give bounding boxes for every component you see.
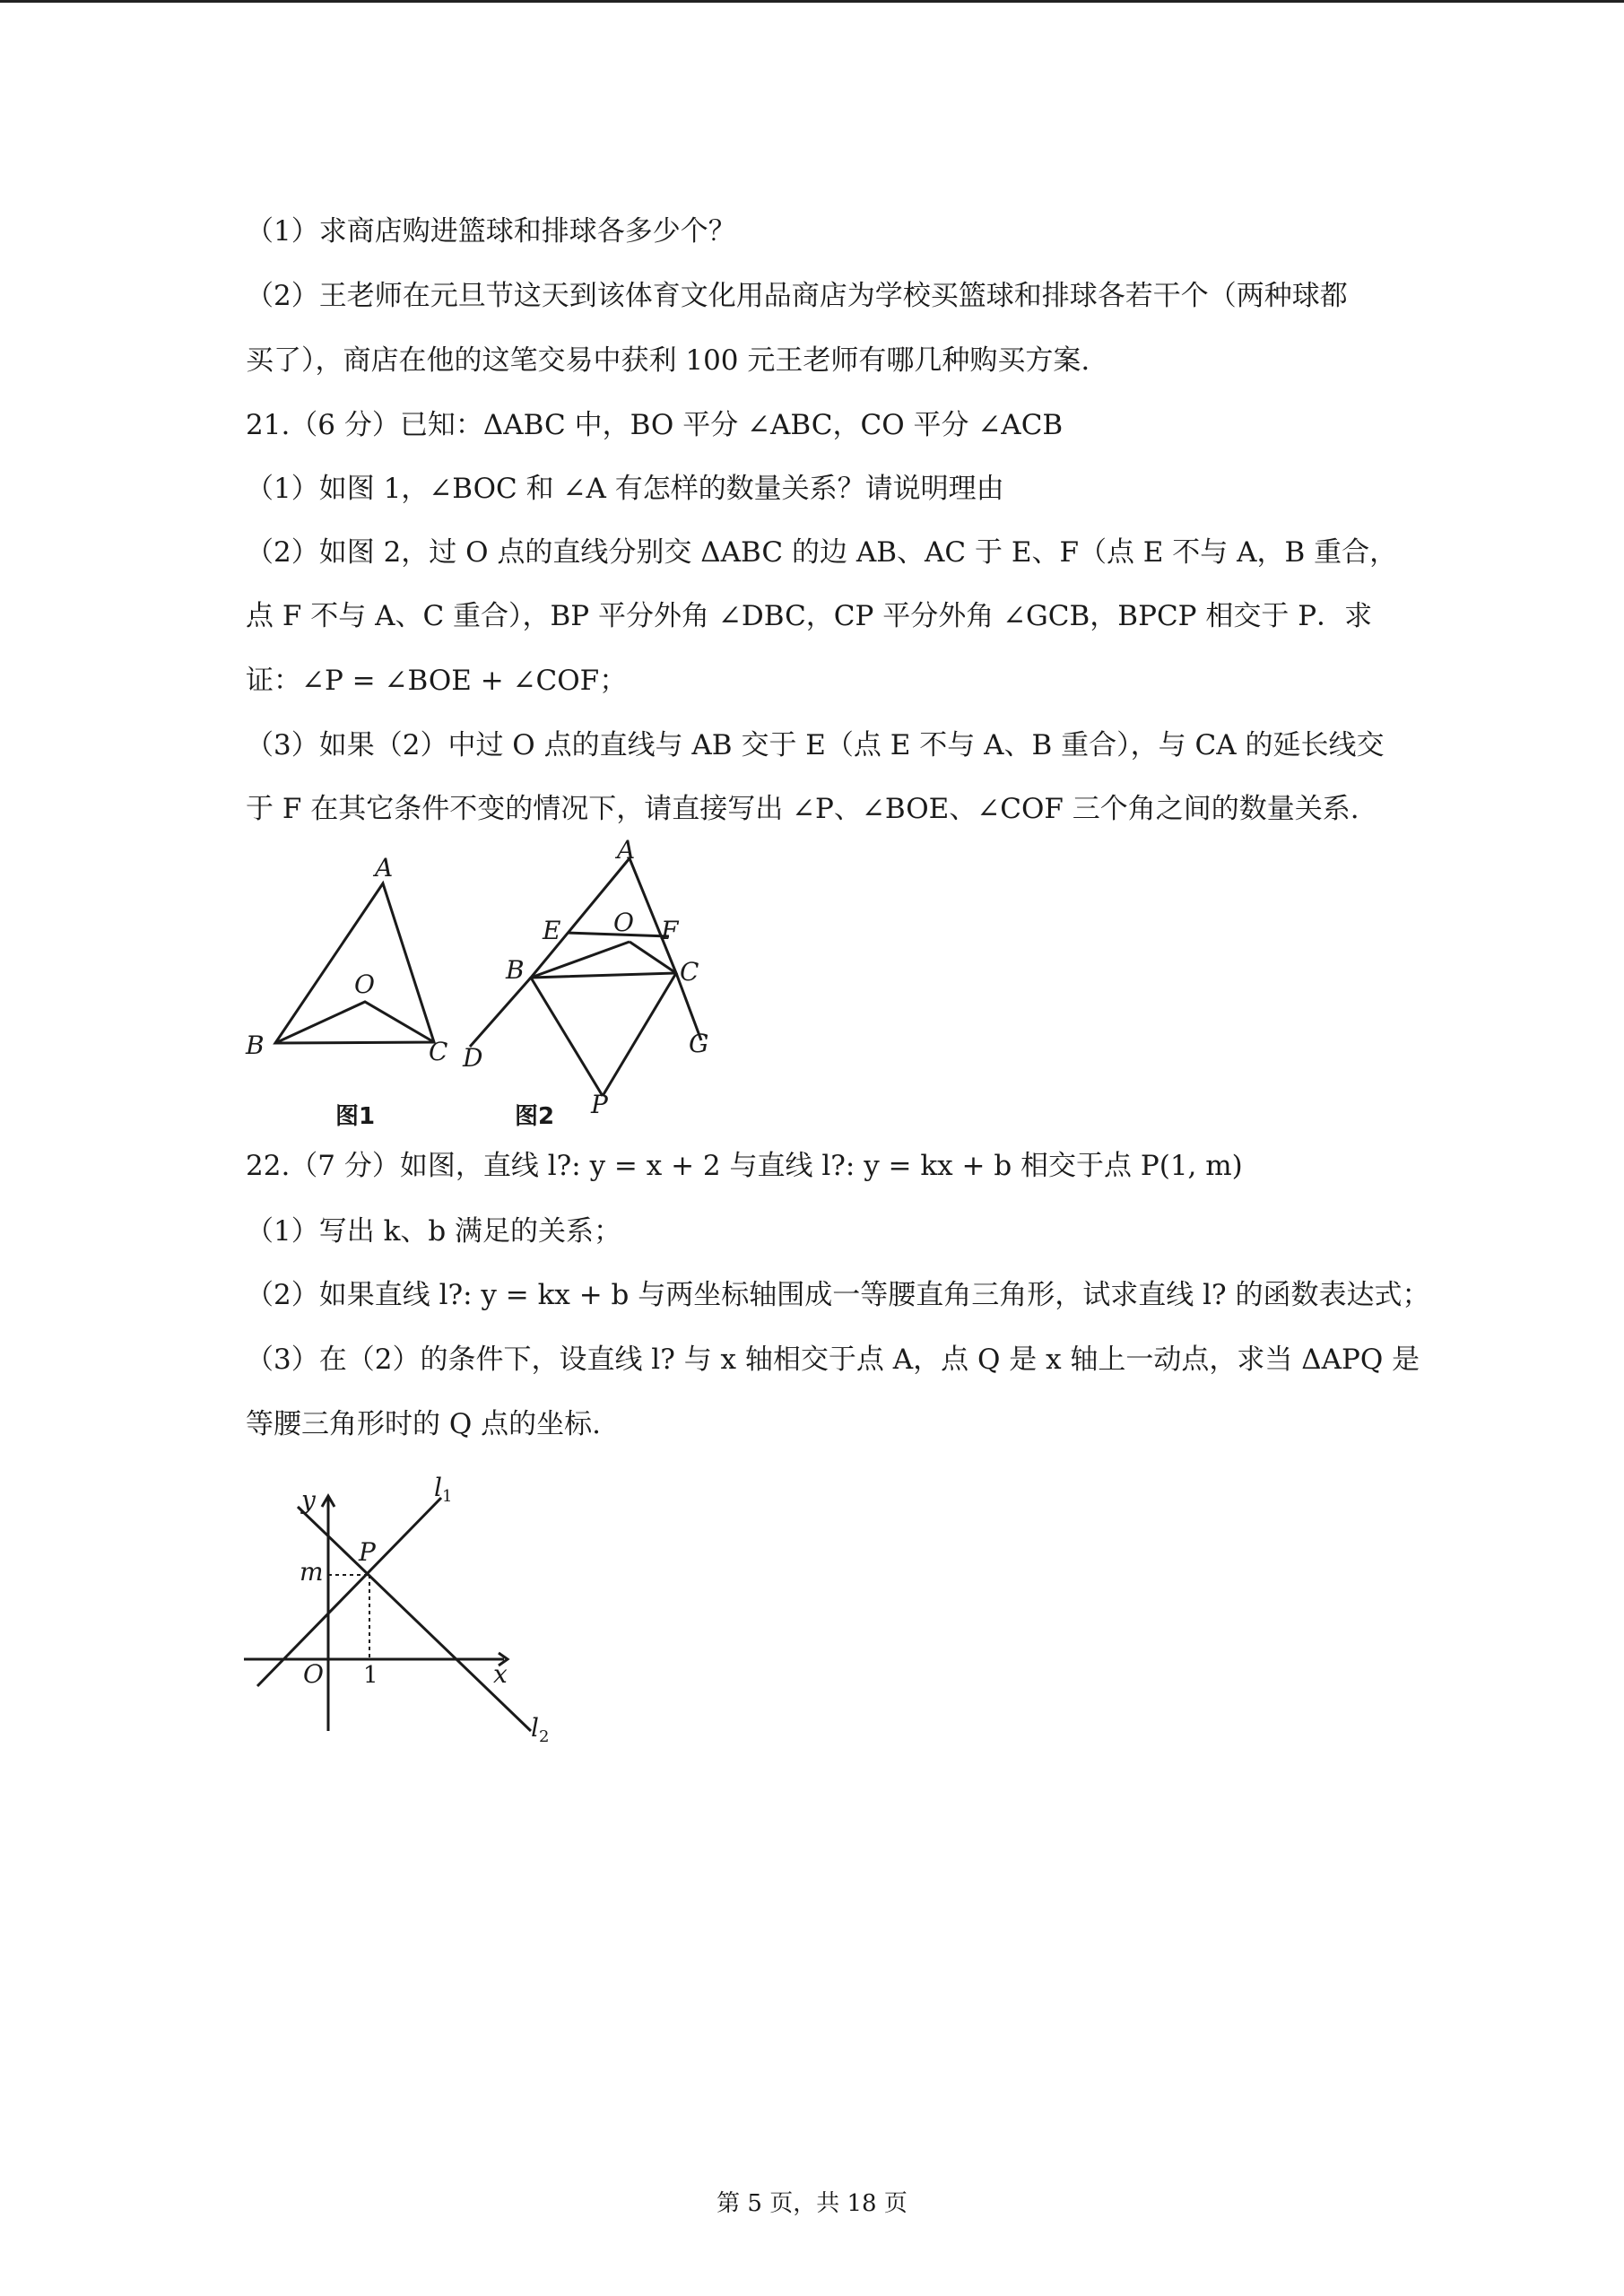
fig2-label-e: E xyxy=(543,916,561,945)
text-line: 证：∠P = ∠BOE + ∠COF； xyxy=(246,665,628,697)
fig2-label-c: C xyxy=(680,957,699,987)
graph-label-m: m xyxy=(300,1557,324,1587)
text-line: （3）如果（2）中过 O 点的直线与 AB 交于 E（点 E 不与 A、B 重合），与 CA 的延长线交 xyxy=(246,729,1385,761)
text-line: 22.（7 分）如图，直线 l?: y = x + 2 与直线 l?: y = kx + b 相交于点 P(1, m) xyxy=(246,1150,1243,1182)
fig2-caption: 图2 xyxy=(515,1103,555,1130)
graph-label-x: x xyxy=(493,1659,508,1689)
graph-label-one: 1 xyxy=(363,1662,378,1689)
fig2-label-p: P xyxy=(591,1090,608,1119)
graph-label-origin: O xyxy=(303,1659,324,1689)
text-line: （2）王老师在元旦节这天到该体育文化用品商店为学校买篮球和排球各若干个（两种球都 xyxy=(246,280,1348,312)
graph-label-y: y xyxy=(301,1485,316,1515)
fig2-label-f: F xyxy=(661,916,679,945)
text-line: （1）如图 1，∠BOC 和 ∠A 有怎样的数量关系？请说明理由 xyxy=(246,473,1004,505)
fig1-label-a: A xyxy=(375,853,394,883)
fig2-label-a: A xyxy=(617,839,636,865)
text-line: （1）求商店购进篮球和排球各多少个？ xyxy=(246,215,736,248)
page-footer: 第 5 页，共 18 页 xyxy=(716,2190,908,2217)
text-line: （3）在（2）的条件下，设直线 l? 与 x 轴相交于点 A，点 Q 是 x 轴上一动点，求当 ΔAPQ 是 xyxy=(246,1344,1420,1376)
fig1-label-o: O xyxy=(354,970,375,999)
graph-label-p: P xyxy=(359,1537,376,1567)
text-line: 于 F 在其它条件不变的情况下，请直接写出 ∠P、∠BOE、∠COF 三个角之间的数量关系. xyxy=(246,793,1359,825)
fig2-label-d: D xyxy=(463,1043,483,1073)
geometry-figures xyxy=(235,839,737,1135)
fig1-label-b: B xyxy=(246,1031,265,1060)
fig2-label-o: O xyxy=(613,908,634,937)
text-line: 21.（6 分）已知：ΔABC 中，BO 平分 ∠ABC，CO 平分 ∠ACB xyxy=(246,409,1064,441)
fig2-label-b: B xyxy=(506,955,525,985)
fig1-caption: 图1 xyxy=(335,1103,376,1130)
text-line: （1）写出 k、b 满足的关系； xyxy=(246,1215,622,1248)
top-rule xyxy=(0,0,1624,3)
text-line: （2）如果直线 l?: y = kx + b 与两坐标轴围成一等腰直角三角形，试求直线 l? 的函数表达式； xyxy=(246,1279,1430,1311)
text-line: 买了），商店在他的这笔交易中获利 100 元王老师有哪几种购买方案. xyxy=(246,344,1090,377)
graph-label-l2: $l_2$ xyxy=(531,1713,550,1746)
text-line: 点 F 不与 A、C 重合），BP 平分外角 ∠DBC，CP 平分外角 ∠GCB，BPCP 相交于 P．求 xyxy=(246,600,1373,632)
text-line: （2）如图 2，过 O 点的直线分别交 ΔABC 的边 AB、AC 于 E、F（点 E 不与 A，B 重合， xyxy=(246,536,1398,569)
fig2-label-g: G xyxy=(689,1029,709,1058)
text-line: 等腰三角形时的 Q 点的坐标. xyxy=(246,1408,601,1440)
fig1-label-c: C xyxy=(429,1037,448,1066)
graph-label-l1: $l_1$ xyxy=(434,1473,453,1506)
coordinate-graph xyxy=(235,1462,594,1749)
